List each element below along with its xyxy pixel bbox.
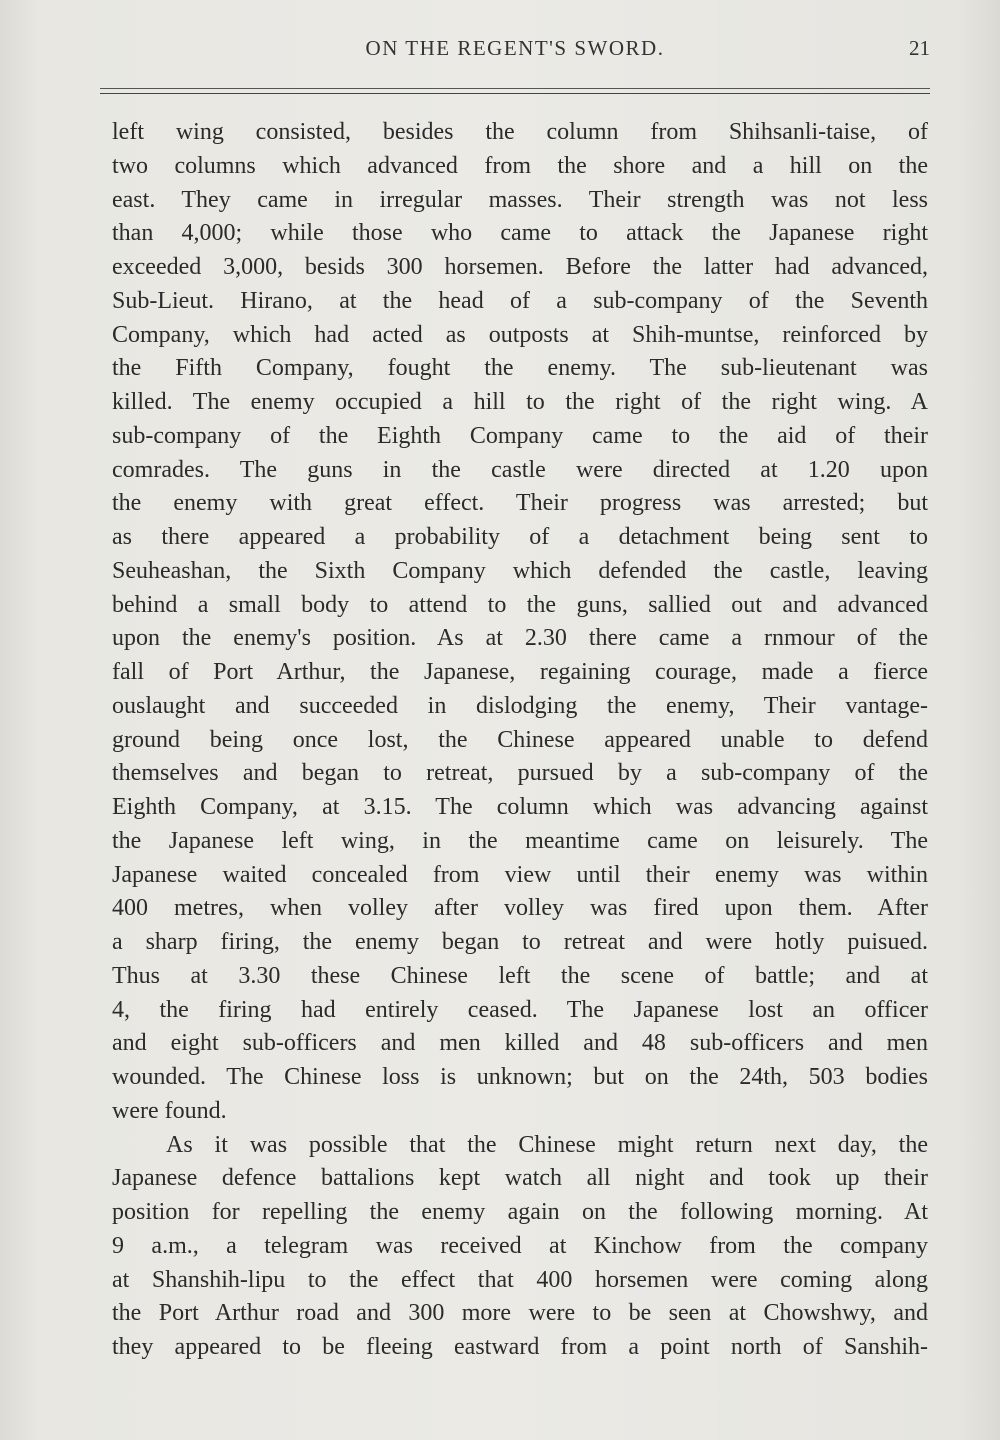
text-line: position for repelling the enemy again on the following morning. At — [112, 1199, 928, 1225]
text-line: exceeded 3,000, besids 300 horsemen. Before the latter had advanced, — [112, 254, 928, 280]
body-text — [112, 116, 928, 1365]
header-rule-thin — [100, 88, 930, 89]
header-rule-thick — [100, 93, 930, 94]
text-line: behind a small body to attend to the guns, sallied out and advanced — [112, 591, 928, 618]
text-line: killed. The enemy occupied a hill to the right of the right wing. A — [112, 389, 928, 415]
paragraph-end-line: were found. — [112, 1097, 227, 1124]
text-line: the Port Arthur road and 300 more were to be seen at Chowshwy, and — [112, 1300, 928, 1327]
text-line: 9 a.m., a telegram was received at Kinchow from the company — [112, 1232, 928, 1259]
running-title: ON THE REGENT'S SWORD. — [365, 36, 665, 60]
text-line: Seuheashan, the Sixth Company which defended the castle, leaving — [112, 557, 928, 584]
text-line: a sharp firing, the enemy began to retreat and were hotly puisued. — [112, 929, 928, 955]
text-line: Japanese defence battalions kept watch all night and took up their — [112, 1165, 928, 1192]
text-line: Eighth Company, at 3.15. The column which was advancing against — [112, 794, 928, 820]
text-line: ground being once lost, the Chinese appeared unable to defend — [112, 726, 928, 753]
text-line: they appeared to be fleeing eastward from a point north of Sanshih- — [112, 1334, 928, 1360]
text-line: as there appeared a probability of a detachment being sent to — [112, 524, 928, 550]
page-number: 21 — [909, 36, 930, 60]
text-line: the enemy with great effect. Their progress was arrested; but — [112, 490, 928, 517]
text-line: Japanese waited concealed from view until their enemy was within — [112, 861, 928, 888]
text-line: ouslaught and succeeded in dislodging the enemy, Their vantage- — [112, 692, 928, 719]
text-line: wounded. The Chinese loss is unknown; but on the 24th, 503 bodies — [112, 1064, 928, 1090]
text-line: than 4,000; while those who came to attack the Japanese right — [112, 220, 928, 247]
paragraph-first-line: As it was possible that the Chinese might return next day, the — [166, 1131, 928, 1158]
text-line: themselves and began to retreat, pursued by a sub-company of the — [112, 760, 928, 787]
text-line: 400 metres, when volley after volley was fired upon them. After — [112, 895, 928, 922]
text-line: the Japanese left wing, in the meantime came on leisurely. The — [112, 827, 928, 854]
text-line: fall of Port Arthur, the Japanese, regaining courage, made a fierce — [112, 659, 928, 685]
text-line: Sub-Lieut. Hirano, at the head of a sub-company of the Seventh — [112, 287, 928, 314]
text-line: upon the enemy's position. As at 2.30 there came a rnmour of the — [112, 625, 928, 652]
text-line: 4, the firing had entirely ceased. The Japanese lost an officer — [112, 996, 928, 1023]
text-line: two columns which advanced from the shore and a hill on the — [112, 152, 928, 179]
text-line: sub-company of the Eighth Company came to the aid of their — [112, 422, 928, 449]
text-line: Company, which had acted as outposts at Shih-muntse, reinforced by — [112, 321, 928, 348]
text-line: and eight sub-officers and men killed and 48 sub-officers and men — [112, 1030, 928, 1057]
text-line: east. They came in irregular masses. Their strength was not less — [112, 186, 928, 213]
text-line: the Fifth Company, fought the enemy. The sub-lieutenant was — [112, 355, 928, 382]
text-line: at Shanshih-lipu to the effect that 400 horsemen were coming along — [112, 1266, 928, 1293]
page-header — [100, 36, 930, 66]
text-line: Thus at 3.30 these Chinese left the scene of battle; and at — [112, 962, 928, 989]
text-line: left wing consisted, besides the column from Shihsanli-taise, of — [112, 119, 928, 145]
text-line: comrades. The guns in the castle were directed at 1.20 upon — [112, 456, 928, 483]
